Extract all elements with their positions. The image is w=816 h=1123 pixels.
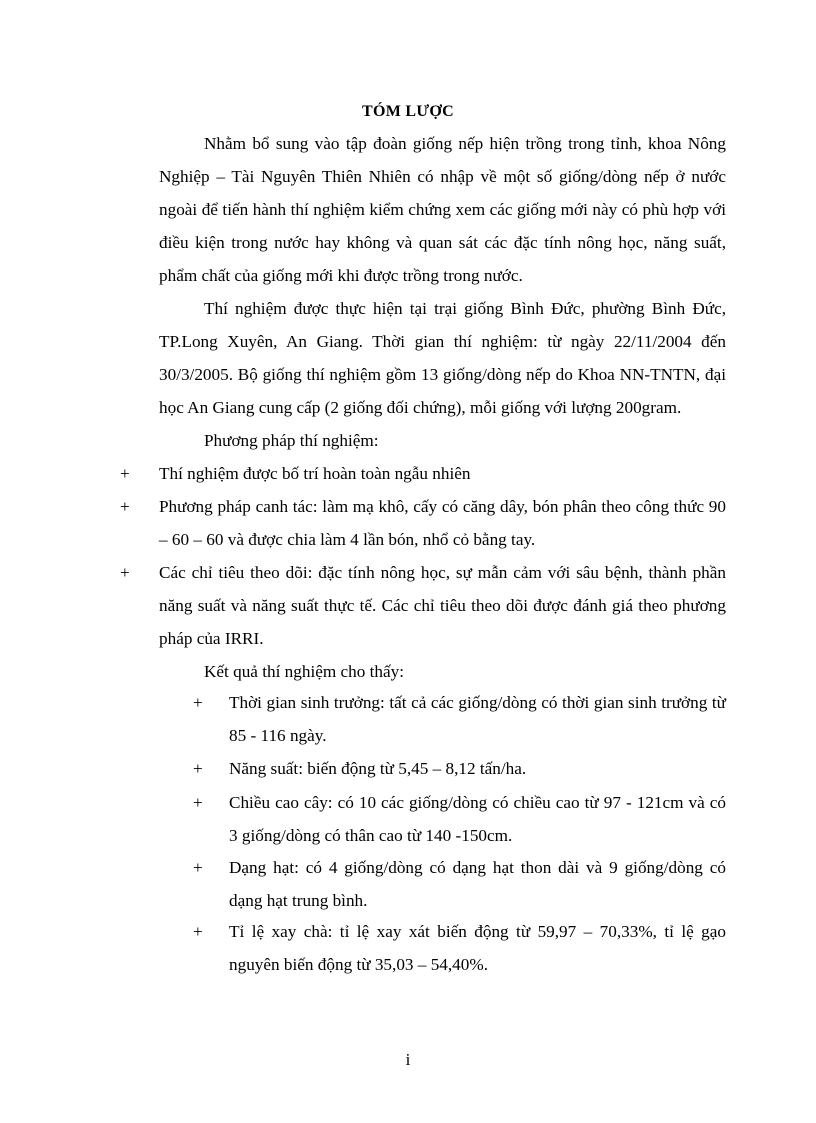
list-item-text: Chiều cao cây: có 10 các giống/dòng có chiều cao từ 97 - 121cm và có 3 giống/dòng có thân cao từ 140 -150cm. [229,793,726,845]
bullet-mark: + [193,858,203,877]
bullet-mark: + [193,759,203,778]
page-number: i [405,1050,411,1069]
intro-paragraph: Nhằm bổ sung vào tập đoàn giống nếp hiện trồng trong tỉnh, khoa Nông Nghiệp – Tài Nguyên Thiên Nhiên có nhập về một số giống/dòng nếp ở nước ngoài để tiến hành thí nghiệm kiểm chứng xem các giống mới này có phù hợp với điều kiện trong nước hay không và quan sát các đặc tính nông học, năng suất, phẩm chất của giống mới khi được trồng trong nước. [159,134,726,285]
bullet-mark: + [193,922,203,941]
page-title: TÓM LƯỢC [361,103,455,120]
list-item-text: Phương pháp canh tác: làm mạ khô, cấy có căng dây, bón phân theo công thức 90 – 60 – 60 và được chia làm 4 lần bón, nhổ cỏ bằng tay. [159,497,726,549]
list-item-text: Dạng hạt: có 4 giống/dòng có dạng hạt thon dài và 9 giống/dòng có dạng hạt trung bình. [229,858,726,910]
list-item [193,786,726,852]
experiment-paragraph: Thí nghiệm được thực hiện tại trại giống Bình Đức, phường Bình Đức, TP.Long Xuyên, An Giang. Thời gian thí nghiệm: từ ngày 22/11/2004 đến 30/3/2005. Bộ giống thí nghiệm gồm 13 giống/dòng nếp do Khoa NN-TNTN, đại học An Giang cung cấp (2 giống đối chứng), mỗi giống với lượng 200gram. [159,299,726,417]
bullet-mark: + [120,497,130,516]
list-item [193,851,726,917]
list-item-text: Thí nghiệm được bố trí hoàn toàn ngẫu nhiên [159,464,471,483]
bullet-mark: + [120,464,130,483]
results-heading: Kết quả thí nghiệm cho thấy: [204,662,404,681]
bullet-mark: + [193,693,203,712]
list-item [193,752,726,785]
bullet-mark: + [120,563,130,582]
bullet-mark: + [193,793,203,812]
list-item [193,686,726,752]
list-item [193,915,726,981]
list-item [120,556,726,655]
list-item [120,457,726,490]
list-item-text: Tỉ lệ xay chà: tỉ lệ xay xát biến động từ 59,97 – 70,33%, tỉ lệ gạo nguyên biến động từ 35,03 – 54,40%. [229,922,726,974]
method-heading: Phương pháp thí nghiệm: [204,431,379,450]
list-item [120,490,726,556]
list-item-text: Các chỉ tiêu theo dõi: đặc tính nông học, sự mẫn cảm với sâu bệnh, thành phần năng suất và năng suất thực tế. Các chỉ tiêu theo dõi được đánh giá theo phương pháp của IRRI. [159,563,726,648]
list-item-text: Năng suất: biến động từ 5,45 – 8,12 tấn/ha. [229,759,527,778]
list-item-text: Thời gian sinh trưởng: tất cả các giống/dòng có thời gian sinh trưởng từ 85 - 116 ngày. [229,693,726,745]
